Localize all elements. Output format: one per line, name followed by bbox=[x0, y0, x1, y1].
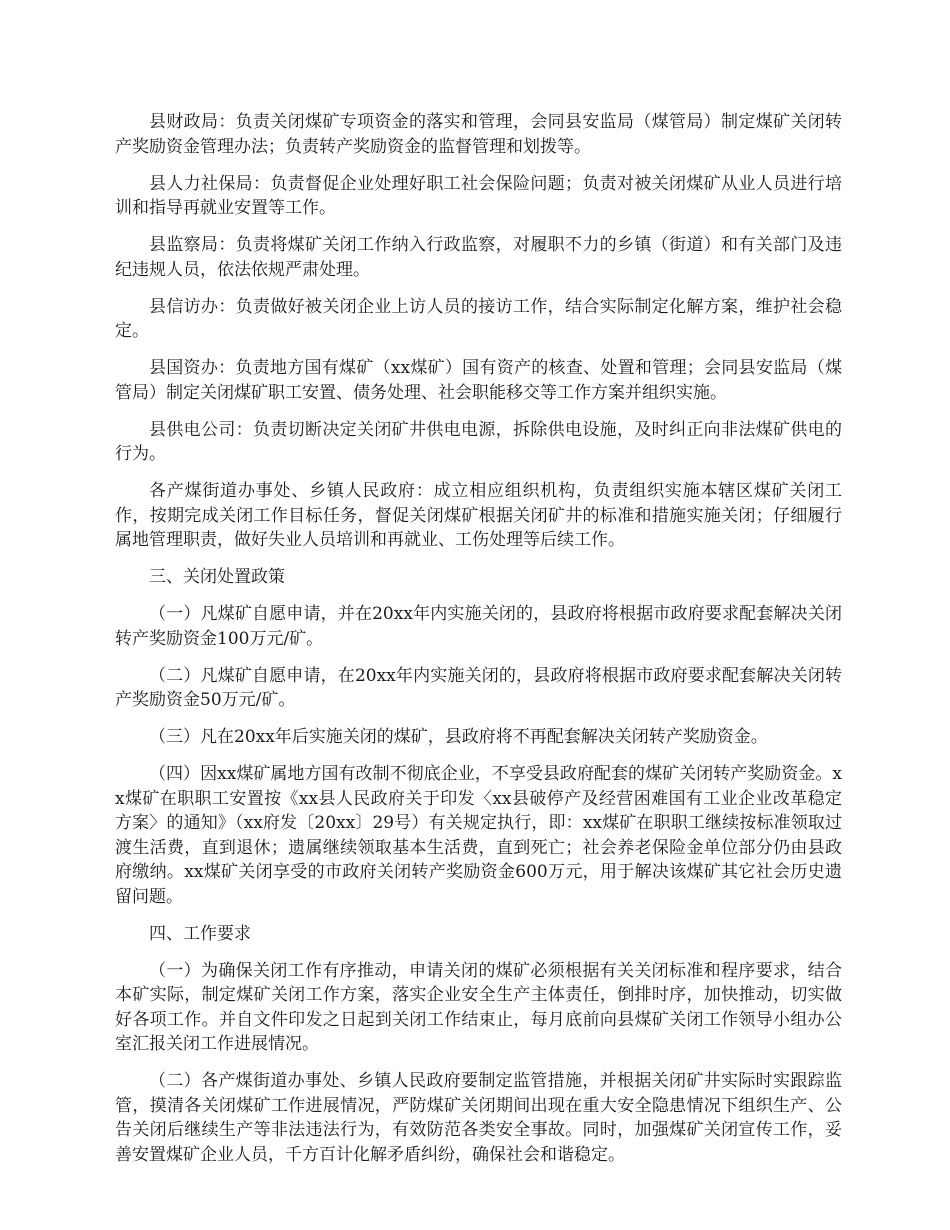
paragraph-township-governments: 各产煤街道办事处、乡镇人民政府：成立相应组织机构，负责组织实施本辖区煤矿关闭工作，按期完成关闭工作目标任务，督促关闭煤矿根据关闭矿井的标准和措施实施关闭；仔细履行属地管理职责，做好失业人员培训和再就业、工伤处理等后续工作。 bbox=[115, 481, 842, 550]
paragraph-supervision-bureau: 县监察局：负责将煤矿关闭工作纳入行政监察，对履职不力的乡镇（街道）和有关部门及违纪违规人员，依法依规严肃处理。 bbox=[115, 235, 842, 280]
paragraph-finance-bureau: 县财政局：负责关闭煤矿专项资金的落实和管理，会同县安监局（煤管局）制定煤矿关闭转产奖励资金管理办法；负责转产奖励资金的监督管理和划拨等。 bbox=[115, 112, 842, 157]
paragraph-requirement-2: （二）各产煤街道办事处、乡镇人民政府要制定监管措施，并根据关闭矿井实际时实跟踪监管，摸清各关闭煤矿工作进展情况，严防煤矿关闭期间出现在重大安全隐患情况下组织生产、公告关闭后继续生产等非法违法行为，有效防范各类安全事故。同时，加强煤矿关闭宣传工作，妥善安置煤矿企业人员，千方百计化解矛盾纠纷，确保社会和谐稳定。 bbox=[115, 1071, 842, 1165]
document-body bbox=[115, 110, 842, 1180]
section-heading-closure-policy: 三、关闭处置政策 bbox=[149, 567, 285, 587]
paragraph-petition-office: 县信访办：负责做好被关闭企业上访人员的接访工作，结合实际制定化解方案，维护社会稳定。 bbox=[115, 296, 842, 341]
paragraph-state-assets-office: 县国资办：负责地方国有煤矿（xx煤矿）国有资产的核查、处置和管理；会同县安监局（煤管局）制定关闭煤矿职工安置、债务处理、社会职能移交等工作方案并组织实施。 bbox=[115, 358, 842, 403]
paragraph-social-security-bureau: 县人力社保局：负责督促企业处理好职工社会保险问题；负责对被关闭煤矿从业人员进行培训和指导再就业安置等工作。 bbox=[115, 173, 842, 218]
paragraph-policy-3: （三）凡在20xx年后实施关闭的煤矿，县政府将不再配套解决关闭转产奖励资金。 bbox=[149, 727, 768, 747]
paragraph-policy-2: （二）凡煤矿自愿申请，在20xx年内实施关闭的，县政府将根据市政府要求配套解决关闭转产奖励资金50万元/矿。 bbox=[115, 665, 842, 710]
paragraph-policy-4: （四）因xx煤矿属地方国有改制不彻底企业，不享受县政府配套的煤矿关闭转产奖励资金。xx煤矿在职职工安置按《xx县人民政府关于印发〈xx县破停产及经营困难国有工业企业改革稳定方案〉的通知》（xx府发〔20xx〕29号）有关规定执行，即：xx煤矿在职职工继续按标准领取过渡生活费，直到退休；遗属继续领取基本生活费，直到死亡；社会养老保险金单位部分仍由县政府缴纳。xx煤矿关闭享受的市政府关闭转产奖励资金600万元，用于解决该煤矿其它社会历史遗留问题。 bbox=[115, 764, 842, 907]
paragraph-policy-1: （一）凡煤矿自愿申请，并在20xx年内实施关闭的，县政府将根据市政府要求配套解决关闭转产奖励资金100万元/矿。 bbox=[115, 604, 842, 649]
section-heading-work-requirements: 四、工作要求 bbox=[149, 923, 251, 944]
paragraph-requirement-1: （一）为确保关闭工作有序推动，申请关闭的煤矿必须根据有关关闭标准和程序要求，结合本矿实际，制定煤矿关闭工作方案，落实企业安全生产主体责任，倒排时序，加快推动，切实做好各项工作。并自文件印发之日起到关闭工作结束止，每月底前向县煤矿关闭工作领导小组办公室汇报关闭工作进展情况。 bbox=[115, 960, 842, 1054]
paragraph-power-company: 县供电公司：负责切断决定关闭矿井供电电源，拆除供电设施，及时纠正向非法煤矿供电的行为。 bbox=[115, 419, 842, 464]
